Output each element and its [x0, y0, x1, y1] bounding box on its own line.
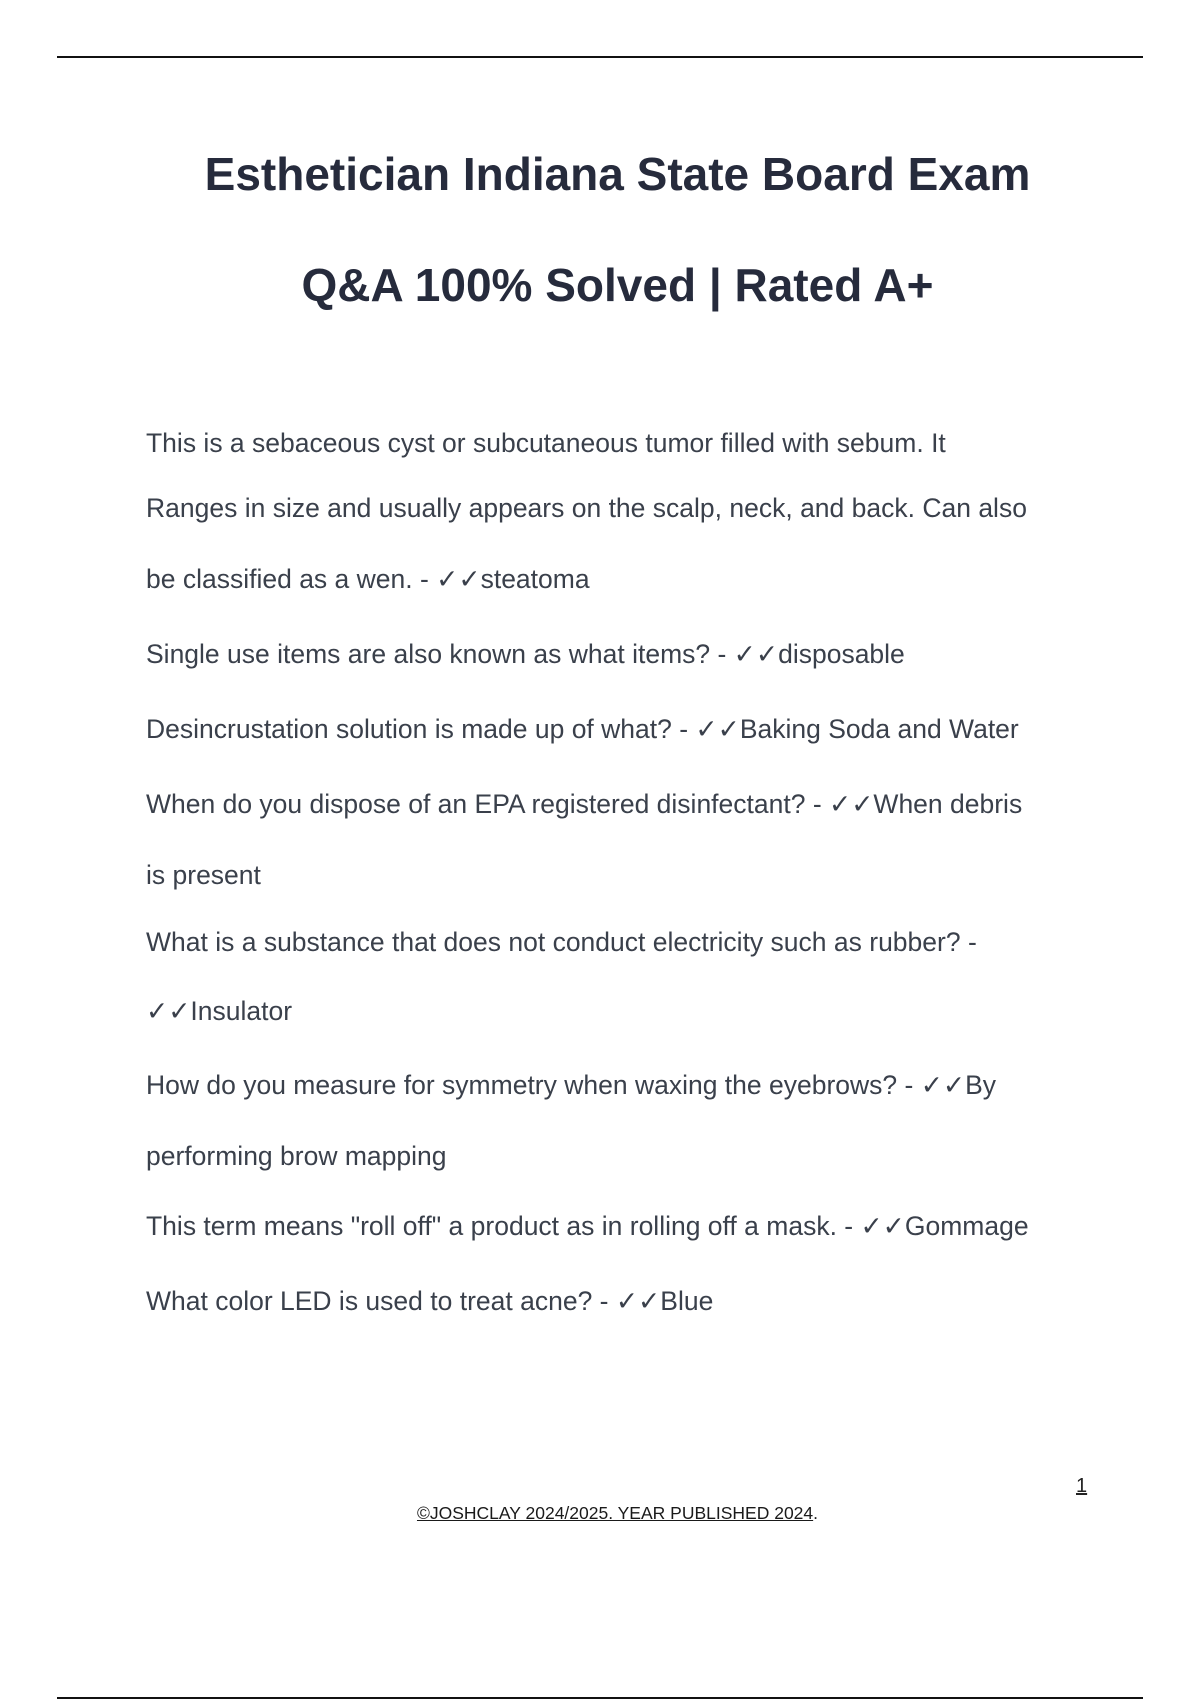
qa-item — [146, 927, 1096, 1070]
page-title-line-1: Esthetician Indiana State Board Exam — [204, 148, 1031, 200]
qa-line: This term means "roll off" a product as in rolling off a mask. - ✓✓Gommage — [146, 1211, 1029, 1241]
qa-item — [146, 639, 1096, 714]
qa-line: Ranges in size and usually appears on the scalp, neck, and back. Can also — [146, 493, 1027, 523]
footer-copyright-text: ©JOSHCLAY 2024/2025. YEAR PUBLISHED 2024 — [416, 1503, 814, 1523]
qa-list — [146, 428, 1096, 1326]
qa-item — [146, 1070, 1096, 1211]
qa-item — [146, 789, 1096, 927]
qa-item — [146, 1211, 1096, 1286]
qa-line: What color LED is used to treat acne? - ✓✓Blue — [146, 1286, 714, 1316]
qa-line: be classified as a wen. - ✓✓steatoma — [146, 564, 590, 594]
qa-line: performing brow mapping — [146, 1141, 447, 1171]
bottom-rule — [57, 1697, 1143, 1699]
page-number: 1 — [1076, 1475, 1088, 1497]
footer-copyright — [0, 1503, 1200, 1524]
qa-item — [146, 1286, 1096, 1326]
qa-line: Desincrustation solution is made up of what? - ✓✓Baking Soda and Water — [146, 714, 1019, 744]
qa-line: What is a substance that does not conduct electricity such as rubber? - — [146, 927, 977, 957]
qa-line: is present — [146, 860, 261, 890]
qa-line: When do you dispose of an EPA registered disinfectant? - ✓✓When debris — [146, 789, 1023, 819]
footer-period: . — [813, 1503, 819, 1523]
top-rule — [57, 56, 1143, 58]
qa-item — [146, 428, 1096, 639]
qa-line: How do you measure for symmetry when waxing the eyebrows? - ✓✓By — [146, 1070, 997, 1100]
qa-item — [146, 714, 1096, 789]
page-title-line-2: Q&A 100% Solved | Rated A+ — [301, 259, 934, 311]
qa-line: Single use items are also known as what items? - ✓✓disposable — [146, 639, 905, 669]
qa-line: This is a sebaceous cyst or subcutaneous tumor filled with sebum. It — [146, 428, 946, 458]
qa-line: ✓✓Insulator — [146, 996, 293, 1026]
